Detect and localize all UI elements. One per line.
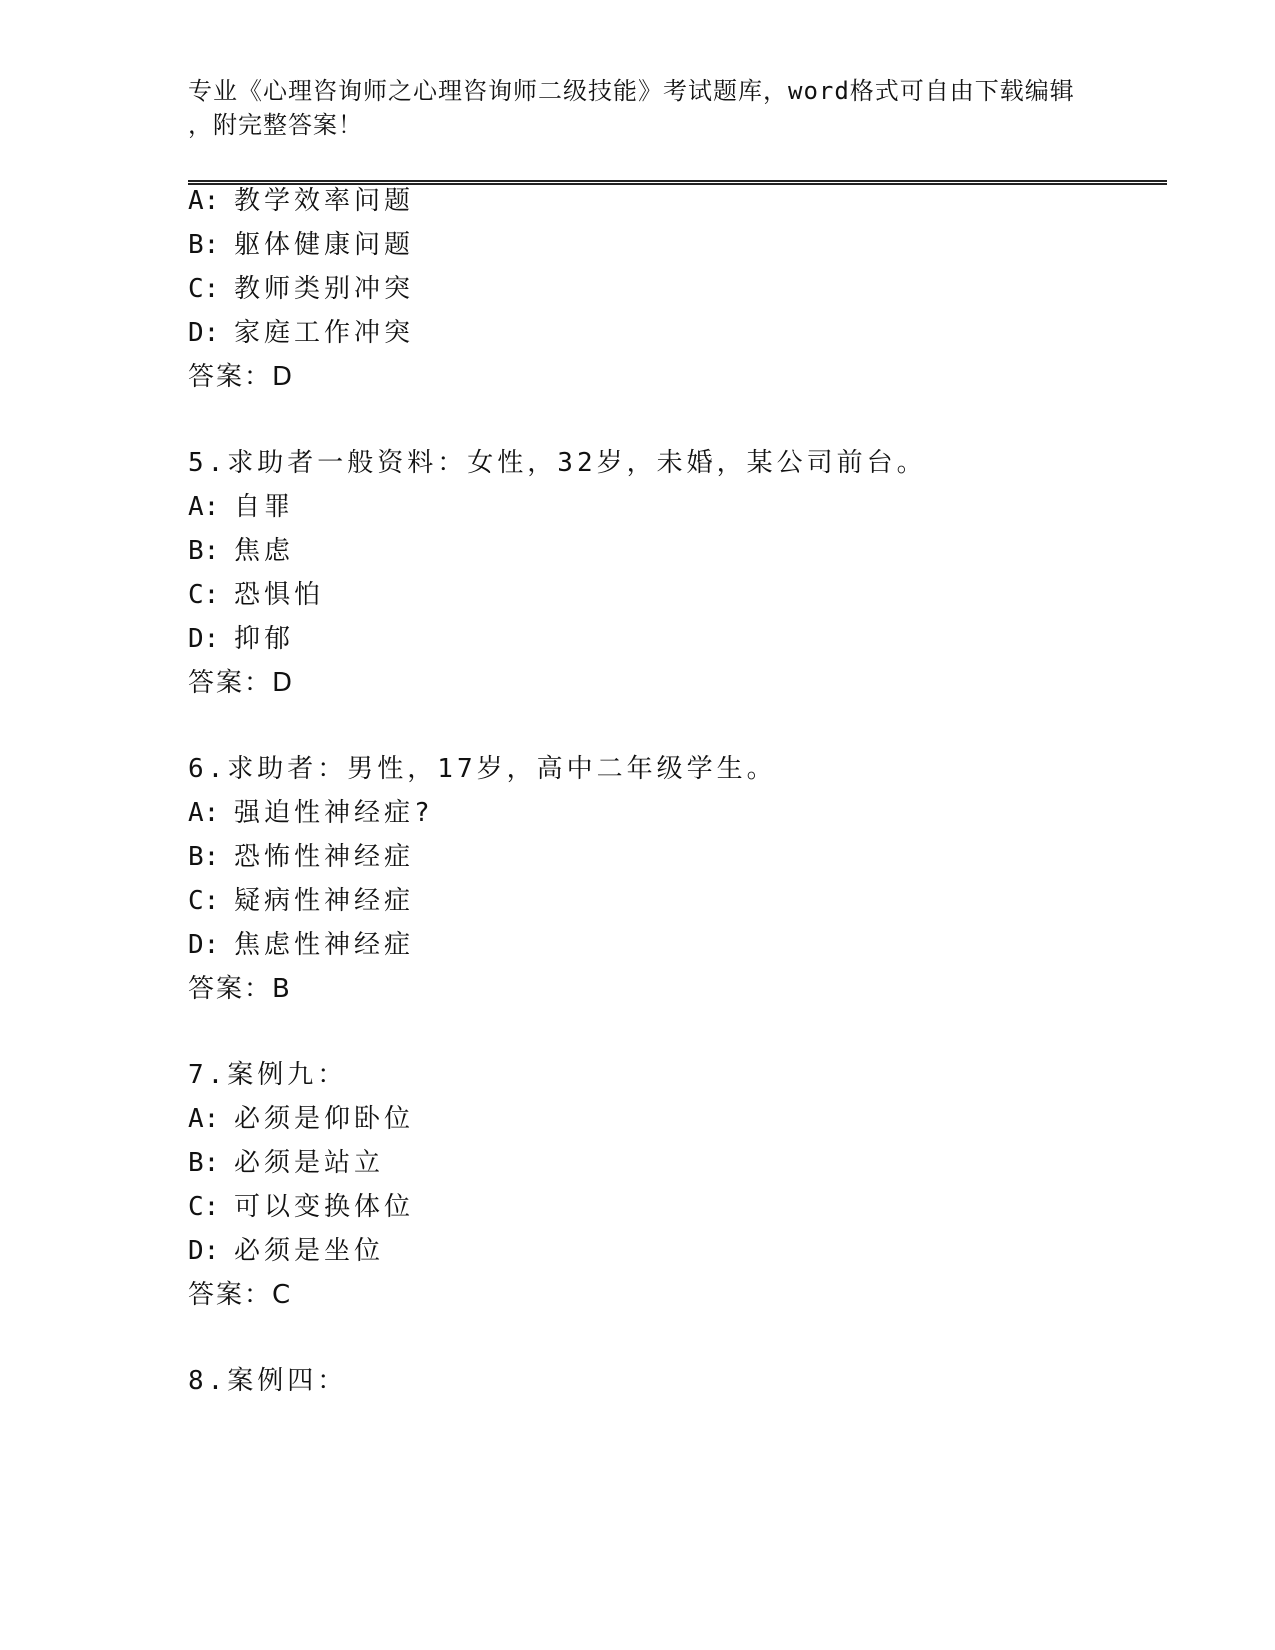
q5-option-b [188,534,294,568]
q5-option-c [188,578,324,612]
q4-option-a [188,184,414,218]
option-label: D: [188,318,220,348]
q6-option-d [188,928,414,962]
q8-question: 8.案例四： [188,1366,348,1396]
option-text: 抑郁 [234,624,295,654]
option-text: 教师类别冲突 [234,274,415,304]
option-label: A: [188,798,220,828]
q4-option-b [188,228,414,262]
document-header [188,74,1088,142]
option-text: 自罪 [234,492,295,522]
q5-option-a [188,490,294,524]
q6-option-b [188,840,414,874]
option-text: 必须是仰卧位 [234,1104,415,1134]
q5-option-d [188,622,294,656]
header-line-2: ，附完整答案！ [188,111,363,139]
header-line-1: 专业《心理咨询师之心理咨询师二级技能》考试题库，word格式可自由下载编辑 [188,77,1075,105]
option-label: C: [188,886,220,916]
option-label: D: [188,624,220,654]
option-text: 焦虑性神经症 [234,930,415,960]
q6-question: 6.求助者：男性，17岁，高中二年级学生。 [188,754,777,784]
option-text: 疑病性神经症 [234,886,415,916]
q7-question: 7.案例九： [188,1060,348,1090]
option-label: D: [188,930,220,960]
option-label: C: [188,274,220,304]
option-label: D: [188,1236,220,1266]
q7-option-d [188,1234,384,1268]
q5-answer: 答案：D [188,668,295,698]
option-text: 强迫性神经症? [234,798,434,828]
option-text: 躯体健康问题 [234,230,415,260]
option-label: B: [188,536,220,566]
q4-option-d [188,316,414,350]
option-label: B: [188,230,220,260]
q6-option-c [188,884,414,918]
option-label: A: [188,1104,220,1134]
option-label: B: [188,1148,220,1178]
option-text: 必须是站立 [234,1148,385,1178]
q7-answer: 答案：C [188,1280,293,1310]
q7-option-c [188,1190,414,1224]
option-label: A: [188,186,220,216]
option-label: B: [188,842,220,872]
option-text: 恐怖性神经症 [234,842,415,872]
q7-option-b [188,1146,384,1180]
option-label: C: [188,580,220,610]
q4-option-c [188,272,414,306]
q5-question: 5.求助者一般资料：女性，32岁，未婚，某公司前台。 [188,448,927,478]
q6-option-a [188,796,434,830]
option-text: 恐惧怕 [234,580,325,610]
option-label: C: [188,1192,220,1222]
q6-answer: 答案：B [188,974,292,1004]
option-text: 可以变换体位 [234,1192,415,1222]
option-text: 家庭工作冲突 [234,318,415,348]
option-text: 教学效率问题 [234,186,415,216]
q7-option-a [188,1102,414,1136]
option-text: 焦虑 [234,536,295,566]
q4-answer: 答案：D [188,362,295,392]
option-text: 必须是坐位 [234,1236,385,1266]
option-label: A: [188,492,220,522]
